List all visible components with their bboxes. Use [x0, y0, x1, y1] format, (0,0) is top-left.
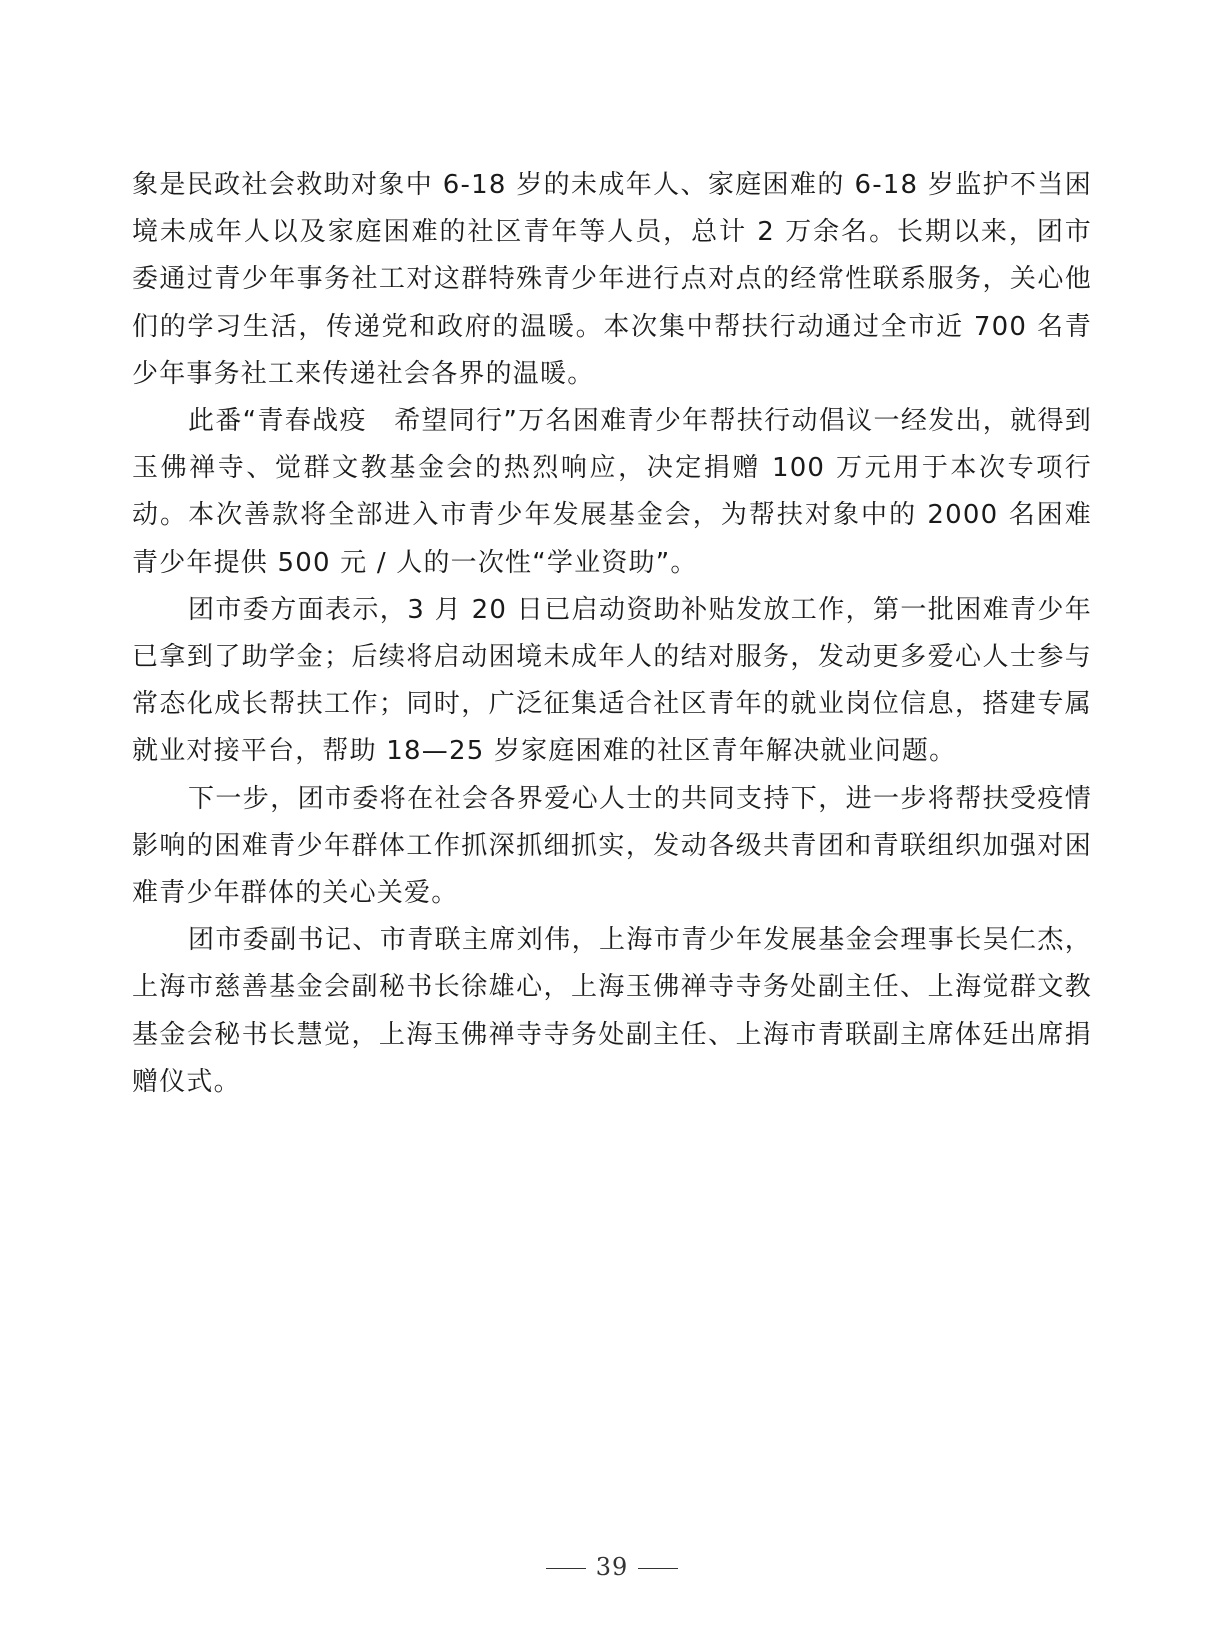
article-body — [132, 162, 1092, 1106]
paragraph-youth-league-statement: 团市委方面表示，3 月 20 日已启动资助补贴发放工作，第一批困难青少年已拿到了助学金；后续将启动困境未成年人的结对服务，发动更多爱心人士参与常态化成长帮扶工作；同时，广泛征集适合社区青年的就业岗位信息，搭建专属就业对接平台，帮助 18—25 岁家庭困难的社区青年解决就业问题。 — [132, 594, 1092, 767]
paragraph-attendees: 团市委副书记、市青联主席刘伟，上海市青少年发展基金会理事长吴仁杰，上海市慈善基金会副秘书长徐雄心，上海玉佛禅寺寺务处副主任、上海觉群文教基金会秘书长慧觉，上海玉佛禅寺寺务处副主任、上海市青联副主席体廷出席捐赠仪式。 — [132, 925, 1092, 1097]
page-footer — [0, 1553, 1224, 1581]
page-number: 39 — [595, 1553, 629, 1581]
footer-dash-right — [638, 1568, 678, 1570]
paragraph-donation-initiative: 此番“青春战疫 希望同行”万名困难青少年帮扶行动倡议一经发出，就得到玉佛禅寺、觉群文教基金会的热烈响应，决定捐赠 100 万元用于本次专项行动。本次善款将全部进入市青少年发展基金会，为帮扶对象中的 2000 名困难青少年提供 500 元 / 人的一次性“学业资助”。 — [132, 406, 1092, 578]
paragraph-continuation: 象是民政社会救助对象中 6-18 岁的未成年人、家庭困难的 6-18 岁监护不当困境未成年人以及家庭困难的社区青年等人员，总计 2 万余名。长期以来，团市委通过青少年事务社工对这群特殊青少年进行点对点的经常性联系服务，关心他们的学习生活，传递党和政府的温暖。本次集中帮扶行动通过全市近 700 名青少年事务社工来传递社会各界的温暖。 — [132, 170, 1092, 389]
paragraph-next-steps: 下一步，团市委将在社会各界爱心人士的共同支持下，进一步将帮扶受疫情影响的困难青少年群体工作抓深抓细抓实，发动各级共青团和青联组织加强对困难青少年群体的关心关爱。 — [132, 783, 1092, 909]
footer-dash-left — [546, 1568, 586, 1570]
